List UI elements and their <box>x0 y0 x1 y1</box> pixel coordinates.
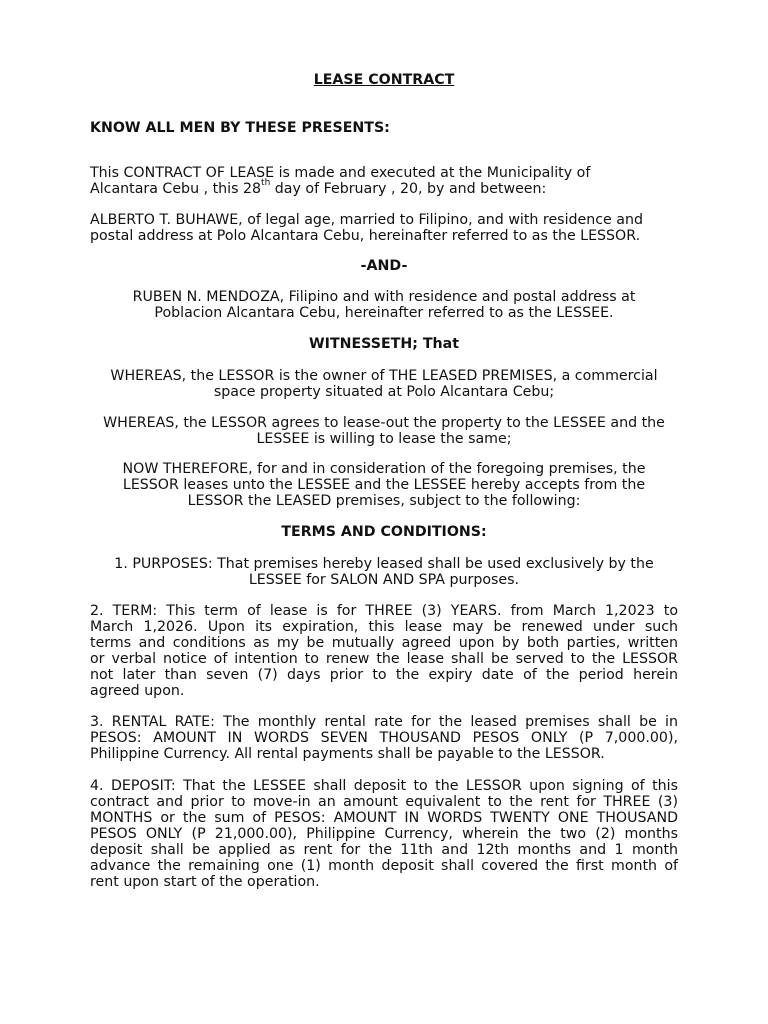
lessor-line-1: ALBERTO T. BUHAWE, of legal age, married to Filipino, and with residence and <box>90 212 643 228</box>
lessee-line-2: Poblacion Alcantara Cebu, hereinafter referred to as the LESSEE. <box>154 305 614 321</box>
opening-line-1: This CONTRACT OF LEASE is made and executed at the Municipality of <box>90 165 591 181</box>
term-line-5: not later than seven (7) days prior to the expiry date of the period herein <box>90 667 678 683</box>
opening-date-before: Alcantara Cebu , this 28 <box>90 181 262 197</box>
purposes-line-2: LESSEE for SALON AND SPA purposes. <box>248 572 520 588</box>
opening-date-after: day of February , 20, by and between: <box>270 181 547 197</box>
lessor-line-2: postal address at Polo Alcantara Cebu, hereinafter referred to as the LESSOR. <box>90 228 641 244</box>
purposes-line-1: 1. PURPOSES: That premises hereby leased shall be used exclusively by the <box>114 556 654 572</box>
lessee-line-1: RUBEN N. MENDOZA, Filipino and with residence and postal address at <box>132 289 636 305</box>
witnesseth-heading: WITNESSETH; That <box>309 336 459 352</box>
now-therefore-line-2: LESSOR leases unto the LESSEE and the LESSEE hereby accepts from the <box>122 477 646 493</box>
rental-line-2: PESOS: AMOUNT IN WORDS SEVEN THOUSAND PESOS ONLY (P 7,000.00), <box>90 730 678 746</box>
terms-heading: TERMS AND CONDITIONS: <box>281 524 487 540</box>
and-separator: -AND- <box>360 258 408 274</box>
term-line-3: terms and conditions as my be mutually agreed upon by both parties, written <box>90 635 678 651</box>
deposit-line-6: advance the remaining one (1) month deposit shall covered the first month of <box>90 858 678 874</box>
now-therefore-line-1: NOW THEREFORE, for and in consideration of the foregoing premises, the <box>122 461 646 477</box>
whereas-2-line-1: WHEREAS, the LESSOR agrees to lease-out the property to the LESSEE and the <box>103 415 665 431</box>
deposit-line-3: MONTHS or the sum of PESOS: AMOUNT IN WORDS TWENTY ONE THOUSAND <box>90 810 678 826</box>
whereas-2-line-2: LESSEE is willing to lease the same; <box>256 431 512 447</box>
whereas-1-line-1: WHEREAS, the LESSOR is the owner of THE LEASED PREMISES, a commercial <box>110 368 658 384</box>
document-title: LEASE CONTRACT <box>313 72 455 88</box>
now-therefore-line-3: LESSOR the LEASED premises, subject to the following: <box>187 493 581 509</box>
deposit-line-2: contract and prior to move-in an amount equivalent to the rent for THREE (3) <box>90 794 678 810</box>
deposit-line-5: deposit shall be applied as rent for the 11th and 12th months and 1 month <box>90 842 678 858</box>
intro-heading: KNOW ALL MEN BY THESE PRESENTS: <box>90 120 390 136</box>
opening-line-2 <box>90 178 678 197</box>
term-line-2: March 1,2026. Upon its expiration, this lease may be renewed under such <box>90 619 678 635</box>
deposit-line-1: 4. DEPOSIT: That the LESSEE shall deposit to the LESSOR upon signing of this <box>90 778 678 794</box>
rental-line-3: Philippine Currency. All rental payments shall be payable to the LESSOR. <box>90 746 605 762</box>
whereas-1-line-2: space property situated at Polo Alcantara Cebu; <box>213 384 555 400</box>
term-line-1: 2. TERM: This term of lease is for THREE (3) YEARS. from March 1,2023 to <box>90 603 678 619</box>
rental-line-1: 3. RENTAL RATE: The monthly rental rate for the leased premises shall be in <box>90 714 678 730</box>
term-line-4: or verbal notice of intention to renew the lease shall be served to the LESSOR <box>90 651 678 667</box>
opening-date-superscript: th <box>261 178 271 189</box>
deposit-line-7: rent upon start of the operation. <box>90 874 320 890</box>
term-line-6: agreed upon. <box>90 683 185 699</box>
deposit-line-4: PESOS ONLY (P 21,000.00), Philippine Currency, wherein the two (2) months <box>90 826 678 842</box>
